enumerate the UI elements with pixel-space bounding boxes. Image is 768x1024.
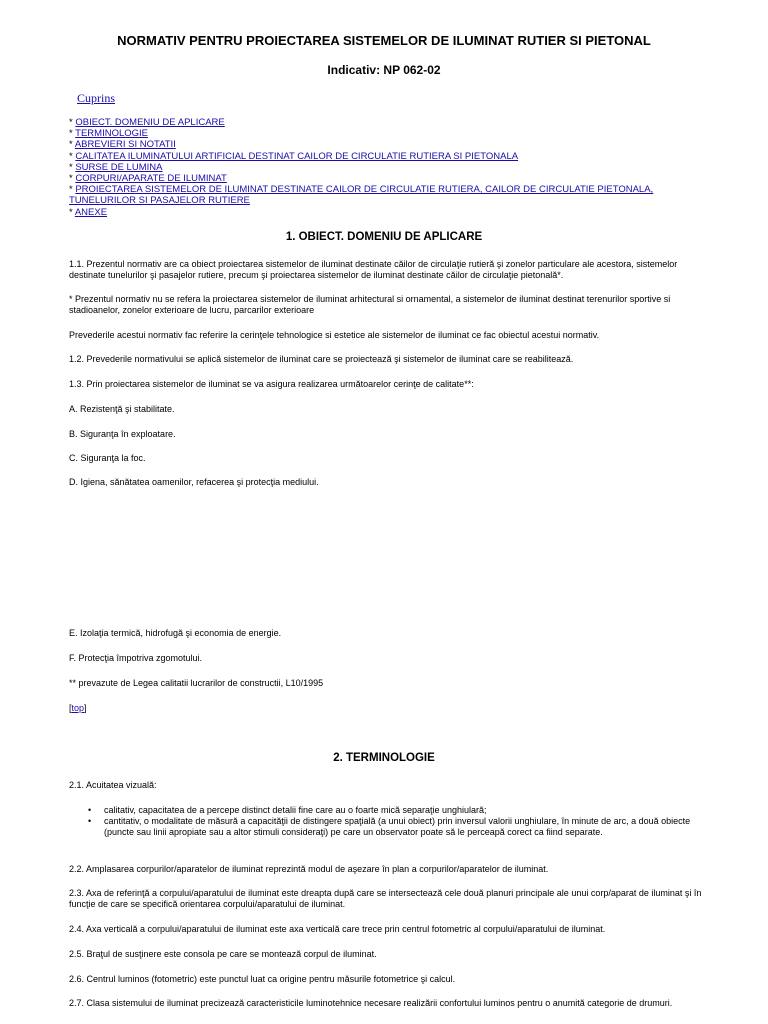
requirement-d: D. Igiena, sănătatea oamenilor, refacerea şi protecţia mediului. [69,477,319,487]
toc-bullet: * [69,184,73,196]
paragraph-1-3: 1.3. Prin proiectarea sistemelor de iluminat se va asigura realizarea următoarelor cerinţe de calitate**: [69,379,474,389]
toc-link-proiectarea-cont[interactable]: TUNELURILOR SI PASAJELOR RUTIERE [69,195,250,207]
paragraph-2-5: 2.5. Braţul de susţinere este consola pe care se montează corpul de iluminat. [69,949,377,959]
toc-item [69,173,709,184]
paragraph-footnote-2: ** prevazute de Legea calitatii lucrarilor de constructii, L10/1995 [69,678,324,688]
paragraph-prevederi: Prevederile acestui normativ fac referire la cerinţele tehnologice si estetice ale sistemelor de iluminat ce fac obiectul acestui normativ. [69,330,600,340]
cuprins-link[interactable]: Cuprins [77,91,116,105]
list-item [69,816,709,838]
top-link[interactable]: top [71,703,85,713]
paragraph-2-6: 2.6. Centrul luminos (fotometric) este punctul luat ca origine pentru măsurile fotometrice şi calcul. [69,974,456,984]
paragraph-2-1: 2.1. Acuitatea vizuală: [69,780,157,790]
bracket-open: [ [69,703,72,713]
toc-link-calitatea[interactable]: CALITATEA ILUMINATULUI ARTIFICIAL DESTINAT CAILOR DE CIRCULATIE RUTIERA SI PIETONALA [75,150,519,162]
requirement-e: E. Izolaţia termică, hidrofugă şi economia de energie. [69,628,282,638]
section-1-heading: 1. OBIECT. DOMENIU DE APLICARE [285,231,483,243]
bullet-icon: • [88,805,92,815]
document-indicativ: Indicativ: NP 062-02 [327,63,441,77]
toc-item [69,162,709,173]
toc-bullet: * [69,128,73,140]
document-title: NORMATIV PENTRU PROIECTAREA SISTEMELOR DE ILUMINAT RUTIER SI PIETONAL [117,33,651,48]
toc-bullet: * [69,173,73,185]
toc-item [69,128,709,139]
bracket-close: ] [84,703,87,713]
requirement-b: B. Siguranţa în exploatare. [69,429,176,439]
toc-item [69,184,709,195]
requirement-c: C. Siguranţa la foc. [69,453,146,463]
toc-bullet: * [69,206,73,218]
list-item-text: calitativ, capacitatea de a percepe distinct detalii fine care au o foarte mică separaţie unghiulară; [104,805,487,815]
toc-link-terminologie[interactable]: TERMINOLOGIE [75,128,149,140]
toc-bullet: * [69,150,73,162]
requirement-f: F. Protecţia împotriva zgomotului. [69,653,203,663]
toc-item [69,139,709,150]
toc-bullet: * [69,139,73,151]
requirement-a: A. Rezistenţă şi stabilitate. [69,404,175,414]
toc-link-obiect[interactable]: OBIECT. DOMENIU DE APLICARE [75,117,225,128]
back-to-top [69,703,87,713]
acuitate-list [69,805,709,838]
list-item-text: cantitativ, o modalitate de măsură a capacităţii de distingere spaţială (a unui obiect) prin inversul valorii unghiulare, în minute de arc, a două obiecte (puncte sau linii apropiate sau a altor stimuli consideraţi) pe care un observator poate să le perceapă corect ca fiind separate. [104,816,691,837]
paragraph-1-1: 1.1. Prezentul normativ are ca obiect proiectarea sistemelor de iluminat destinate căilor de circulaţie rutieră şi zonelor particulare ale acestora, sistemelor destinate tunelurilor şi pasajelor rutiere, precum şi proiectarea sistemelor de iluminat destinate căilor de circulaţie pietonală*. [69,259,678,280]
toc-link-surse[interactable]: SURSE DE LUMINA [75,161,163,173]
paragraph-2-7: 2.7. Clasa sistemului de iluminat precizează caracteristicile luminotehnice necesare realizării confortului luminos pentru o anumită categorie de drumuri. [69,998,673,1008]
paragraph-2-2: 2.2. Amplasarea corpurilor/aparatelor de iluminat reprezintă modul de aşezare în plan a corpurilor/aparatelor de iluminat. [69,864,549,874]
section-2-heading: 2. TERMINOLOGIE [333,752,435,764]
toc-item [69,207,709,218]
toc-item [69,151,709,162]
toc-bullet: * [69,117,73,128]
list-item [69,805,709,816]
toc-bullet: * [69,161,73,173]
toc-link-corpuri[interactable]: CORPURI/APARATE DE ILUMINAT [75,173,227,185]
paragraph-2-3: 2.3. Axa de referinţă a corpului/aparatului de iluminat este dreapta după care se intersectează cele două planuri principale ale unui corp/aparat de iluminat şi în funcţie de care se specifică orientarea corpului/aparatului de iluminat. [69,888,702,909]
toc-item [69,117,709,128]
toc-link-abrevieri[interactable]: ABREVIERI SI NOTATII [74,139,176,151]
toc-link-proiectarea[interactable]: PROIECTAREA SISTEMELOR DE ILUMINAT DESTINATE CAILOR DE CIRCULATIE RUTIERA, CAILOR DE CIRCULATIE PIETONALA, [75,184,654,196]
toc-item-continuation [69,195,709,206]
paragraph-2-4: 2.4. Axa verticală a corpului/aparatului de iluminat este axa verticală care trece prin centrul fotometric al corpului/aparatului de iluminat. [69,924,606,934]
paragraph-footnote-1: * Prezentul normativ nu se refera la proiectarea sistemelor de iluminat arhitectural si ornamental, a sistemelor de iluminat destinat terenurilor sportive si stadioanelor, zonelor exterioare de lucru, parcarilor exterioare [69,294,671,315]
bullet-icon: • [88,816,92,826]
table-of-contents [69,117,709,218]
paragraph-1-2: 1.2. Prevederile normativului se aplică sistemelor de iluminat care se proiectează şi sistemelor de iluminat care se reabilitează. [69,354,574,364]
toc-link-anexe[interactable]: ANEXE [74,206,108,218]
